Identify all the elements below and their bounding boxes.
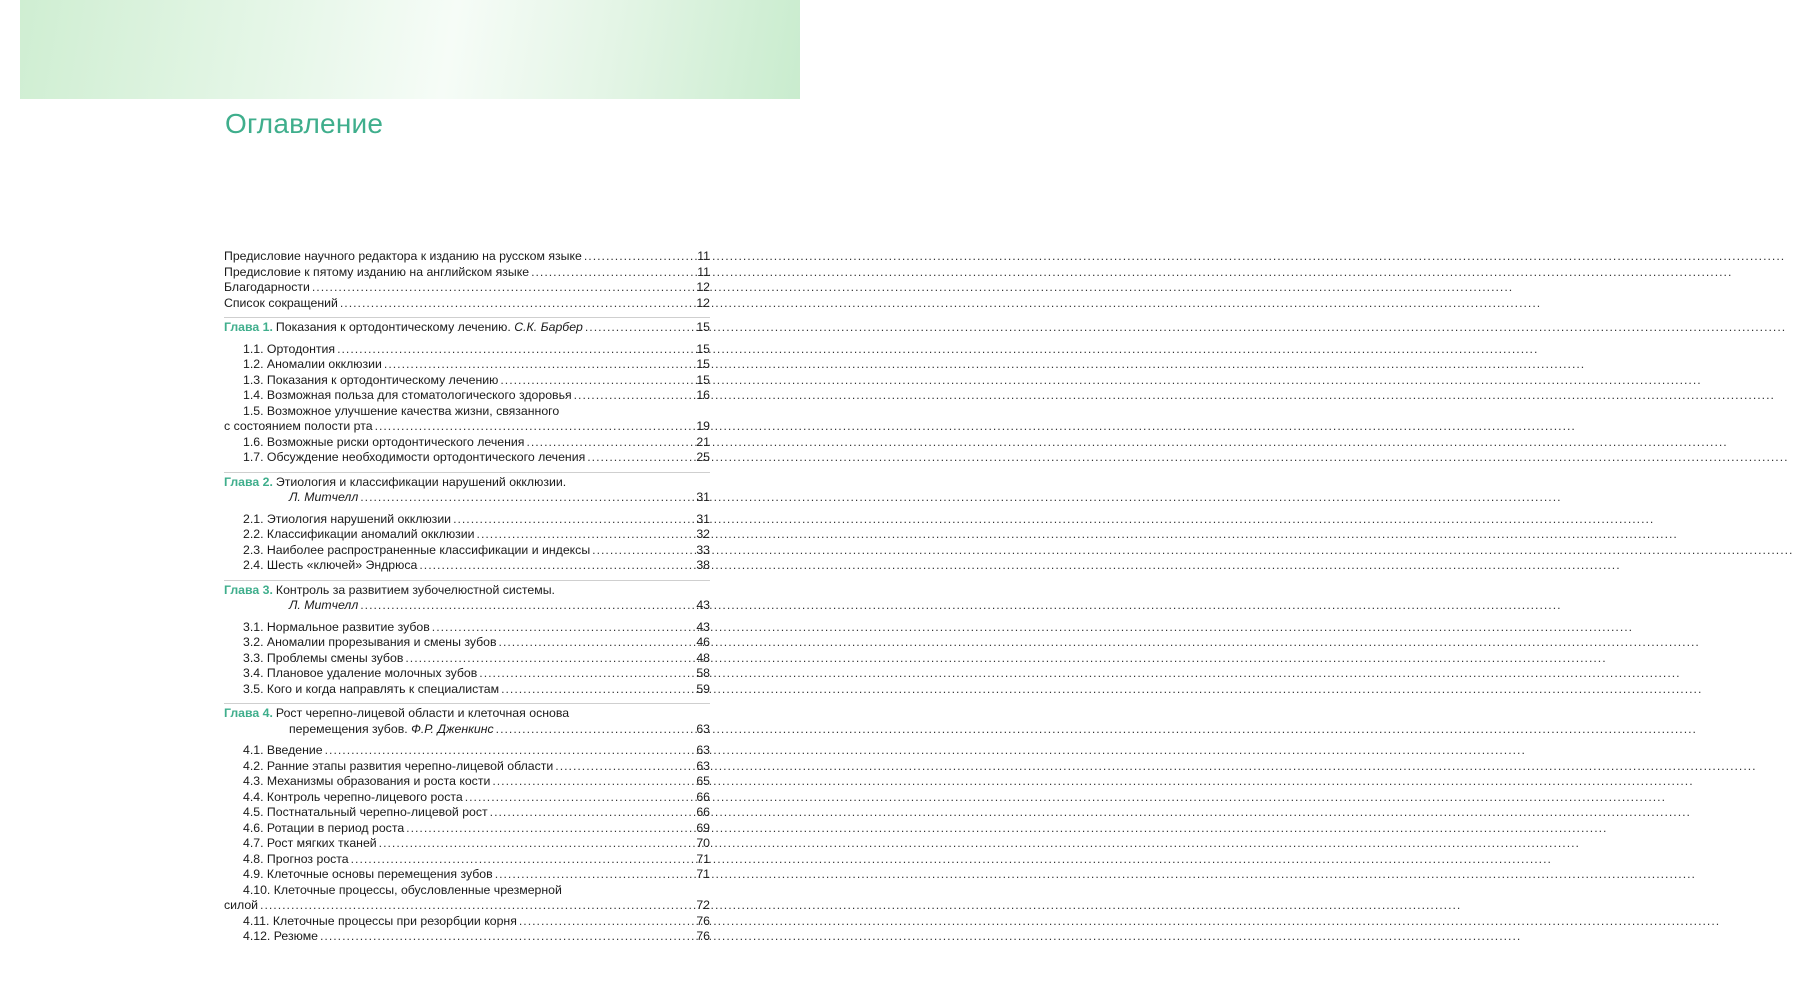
section-page: 65 (696, 774, 710, 788)
section-page: 33 (696, 542, 710, 557)
chapter-3 (224, 580, 710, 698)
section-page: 66 (696, 789, 710, 804)
toc-section[interactable] (224, 759, 710, 775)
chapter-author: Ф.Р. Дженкинс (411, 721, 494, 736)
toc-leader (432, 620, 695, 636)
toc-leader (337, 342, 694, 358)
chapter-label: Глава 1. (224, 320, 273, 334)
chapter-4 (224, 703, 710, 945)
section-page: 76 (696, 913, 710, 928)
section-title: 2.4. Шесть «ключей» Эндрюса (243, 558, 418, 572)
toc-leader (499, 635, 695, 651)
chapter-title: Этиология и классификации нарушений окклюзии. (275, 474, 567, 489)
table-of-contents (224, 249, 710, 945)
toc-leader (585, 320, 694, 336)
section-page: 76 (696, 929, 710, 943)
toc-entry[interactable] (224, 265, 710, 281)
section-title: 1.7. Обсуждение необходимости ортодонтического лечения (243, 450, 586, 464)
toc-section[interactable] (224, 929, 710, 945)
toc-leader (406, 821, 694, 837)
toc-leader (384, 357, 694, 373)
section-page: 21 (696, 434, 710, 449)
section-title-line1[interactable]: 1.5. Возможное улучшение качества жизни, связанного (243, 403, 560, 418)
toc-leader (375, 419, 695, 435)
section-page: 63 (696, 758, 710, 773)
section-title: 4.5. Постнатальный черепно-лицевой рост (243, 805, 488, 819)
section-page: 46 (696, 635, 710, 649)
section-page: 25 (696, 450, 710, 464)
toc-section[interactable] (224, 435, 710, 451)
chapter-label: Глава 4. (224, 706, 273, 720)
chapter-title: Рост черепно-лицевой области и клеточная основа (275, 706, 570, 720)
toc-section[interactable] (224, 512, 710, 528)
toc-entry-page: 12 (696, 280, 710, 294)
chapter-1 (224, 317, 710, 466)
toc-leader (379, 836, 695, 852)
section-title: 4.7. Рост мягких тканей (243, 836, 377, 850)
toc-entry[interactable] (224, 280, 710, 296)
section-title: 4.11. Клеточные процессы при резорбции корня (243, 913, 517, 928)
toc-leader (500, 373, 694, 389)
chapter-title: Показания к ортодонтическому лечению. (275, 320, 511, 334)
toc-entry[interactable] (224, 249, 710, 265)
section-title: 4.1. Введение (243, 743, 323, 757)
toc-leader (479, 666, 694, 682)
chapter-page: 43 (696, 598, 710, 612)
section-title: 4.4. Контроль черепно-лицевого роста (243, 789, 463, 804)
toc-entry-title: Предисловие научного редактора к изданию на русском языке (224, 249, 582, 263)
toc-section[interactable] (224, 774, 710, 790)
section-title: 2.1. Этиология нарушений окклюзии (243, 511, 452, 526)
section-title: 4.12. Резюме (243, 929, 319, 943)
toc-entry-page: 11 (697, 249, 710, 263)
chapter-heading-cont[interactable] (224, 490, 710, 506)
toc-leader (360, 490, 694, 506)
toc-section[interactable] (224, 821, 710, 837)
section-page: 59 (696, 681, 710, 696)
toc-section[interactable] (224, 914, 710, 930)
toc-leader (419, 558, 694, 574)
header-band (20, 0, 800, 99)
section-title: 2.2. Классификации аномалий окклюзии (243, 527, 475, 541)
section-title: 1.2. Аномалии окклюзии (243, 357, 382, 371)
section-title: 3.5. Кого и когда направлять к специалистам (243, 681, 500, 696)
toc-leader (260, 898, 694, 914)
section-title: 1.6. Возможные риски ортодонтического лечения (243, 434, 525, 449)
section-page: 72 (696, 898, 710, 912)
toc-section[interactable] (224, 666, 710, 682)
toc-section[interactable] (224, 388, 710, 404)
section-title: 3.2. Аномалии прорезывания и смены зубов (243, 635, 497, 649)
toc-entry-title: Благодарности (224, 280, 310, 294)
section-page: 63 (696, 743, 710, 757)
toc-leader (477, 527, 695, 543)
toc-leader (325, 743, 695, 759)
section-page: 31 (696, 511, 710, 526)
chapter-heading-cont[interactable] (224, 722, 710, 738)
section-title: 3.1. Нормальное развитие зубов (243, 619, 430, 634)
chapter-heading[interactable] (224, 706, 710, 722)
section-title-line2: силой (224, 898, 259, 912)
toc-leader (584, 249, 695, 265)
section-page: 19 (696, 419, 710, 433)
section-page: 16 (696, 388, 710, 402)
toc-section[interactable] (224, 805, 710, 821)
toc-leader (501, 682, 694, 698)
section-title: 4.9. Клеточные основы перемещения зубов (243, 867, 493, 881)
toc-leader (490, 805, 695, 821)
section-page: 66 (696, 805, 710, 819)
section-page: 15 (696, 372, 710, 387)
section-page: 38 (696, 558, 710, 572)
chapter-2 (224, 472, 710, 574)
section-title: 1.4. Возможная польза для стоматологического здоровья (243, 388, 572, 402)
section-page: 43 (696, 619, 710, 634)
section-page: 71 (696, 851, 710, 866)
toc-leader (453, 512, 694, 528)
toc-leader (340, 296, 694, 312)
chapter-author: Л. Митчелл (289, 598, 359, 612)
chapter-page: 63 (696, 721, 710, 736)
section-page: 32 (696, 527, 710, 541)
toc-section[interactable] (224, 852, 710, 868)
section-title: 3.4. Плановое удаление молочных зубов (243, 666, 478, 680)
toc-leader (405, 651, 694, 667)
section-page: 15 (696, 357, 710, 371)
toc-leader (531, 265, 695, 281)
section-title: 3.3. Проблемы смены зубов (243, 650, 404, 665)
toc-section[interactable] (224, 527, 710, 543)
chapter-title-cont: перемещения зубов. (289, 721, 408, 736)
section-title: 1.3. Показания к ортодонтическому лечению (243, 372, 499, 387)
toc-leader (495, 867, 695, 883)
toc-section[interactable] (224, 357, 710, 373)
section-title: 4.8. Прогноз роста (243, 851, 349, 866)
chapter-heading[interactable] (224, 475, 710, 491)
section-page: 48 (696, 650, 710, 665)
chapter-heading[interactable] (224, 583, 710, 599)
toc-section[interactable] (224, 450, 710, 466)
toc-section[interactable] (224, 342, 710, 358)
section-title: 4.3. Механизмы образования и роста кости (243, 774, 491, 788)
toc-section[interactable] (224, 790, 710, 806)
chapter-author: Л. Митчелл (289, 490, 359, 504)
section-title: 1.1. Ортодонтия (243, 341, 336, 356)
chapter-page: 31 (696, 490, 710, 504)
toc-leader (574, 388, 695, 404)
toc-section[interactable] (224, 419, 710, 435)
toc-entry-page: 12 (696, 295, 710, 310)
toc-leader (360, 598, 694, 614)
toc-leader (320, 929, 694, 945)
toc-section[interactable] (224, 867, 710, 883)
toc-section[interactable] (224, 651, 710, 667)
toc-entry-page: 11 (697, 264, 710, 279)
toc-section[interactable] (224, 682, 710, 698)
chapter-label: Глава 2. (224, 474, 273, 489)
chapter-title: Контроль за развитием зубочелюстной системы. (275, 582, 555, 597)
section-page: 58 (696, 666, 710, 680)
toc-leader (312, 280, 694, 296)
chapter-page: 15 (696, 320, 710, 334)
section-page: 69 (696, 820, 710, 835)
toc-leader (465, 790, 695, 806)
toc-entry[interactable] (224, 296, 710, 312)
chapter-label: Глава 3. (224, 582, 273, 597)
toc-leader (519, 914, 694, 930)
section-title-line2: с состоянием полости рта (224, 419, 373, 433)
section-page: 71 (696, 867, 710, 881)
section-title: 2.3. Наиболее распространенные классификации и индексы (243, 542, 591, 557)
toc-section[interactable] (224, 635, 710, 651)
page-title: Оглавление (225, 108, 384, 139)
toc-leader (592, 543, 694, 559)
section-page: 15 (696, 341, 710, 356)
toc-entry-title: Список сокращений (224, 295, 338, 310)
section-title-line1[interactable]: 4.10. Клеточные процессы, обусловленные чрезмерной (243, 882, 562, 897)
toc-leader (351, 852, 695, 868)
toc-leader (555, 759, 694, 775)
toc-leader (526, 435, 694, 451)
toc-section[interactable] (224, 620, 710, 636)
toc-section[interactable] (224, 373, 710, 389)
section-title: 4.2. Ранние этапы развития черепно-лицевой области (243, 758, 554, 773)
toc-section[interactable] (224, 558, 710, 574)
toc-section[interactable] (224, 836, 710, 852)
toc-section[interactable] (224, 543, 710, 559)
toc-leader (496, 722, 695, 738)
toc-entry-title: Предисловие к пятому изданию на английском языке (224, 264, 530, 279)
chapter-author: С.К. Барбер (514, 320, 583, 334)
section-page: 70 (696, 836, 710, 850)
toc-leader (587, 450, 694, 466)
toc-section[interactable] (224, 898, 710, 914)
chapter-heading-cont[interactable] (224, 598, 710, 614)
chapter-heading[interactable] (224, 320, 710, 336)
toc-leader (492, 774, 694, 790)
section-title: 4.6. Ротации в период роста (243, 820, 405, 835)
toc-section[interactable] (224, 743, 710, 759)
